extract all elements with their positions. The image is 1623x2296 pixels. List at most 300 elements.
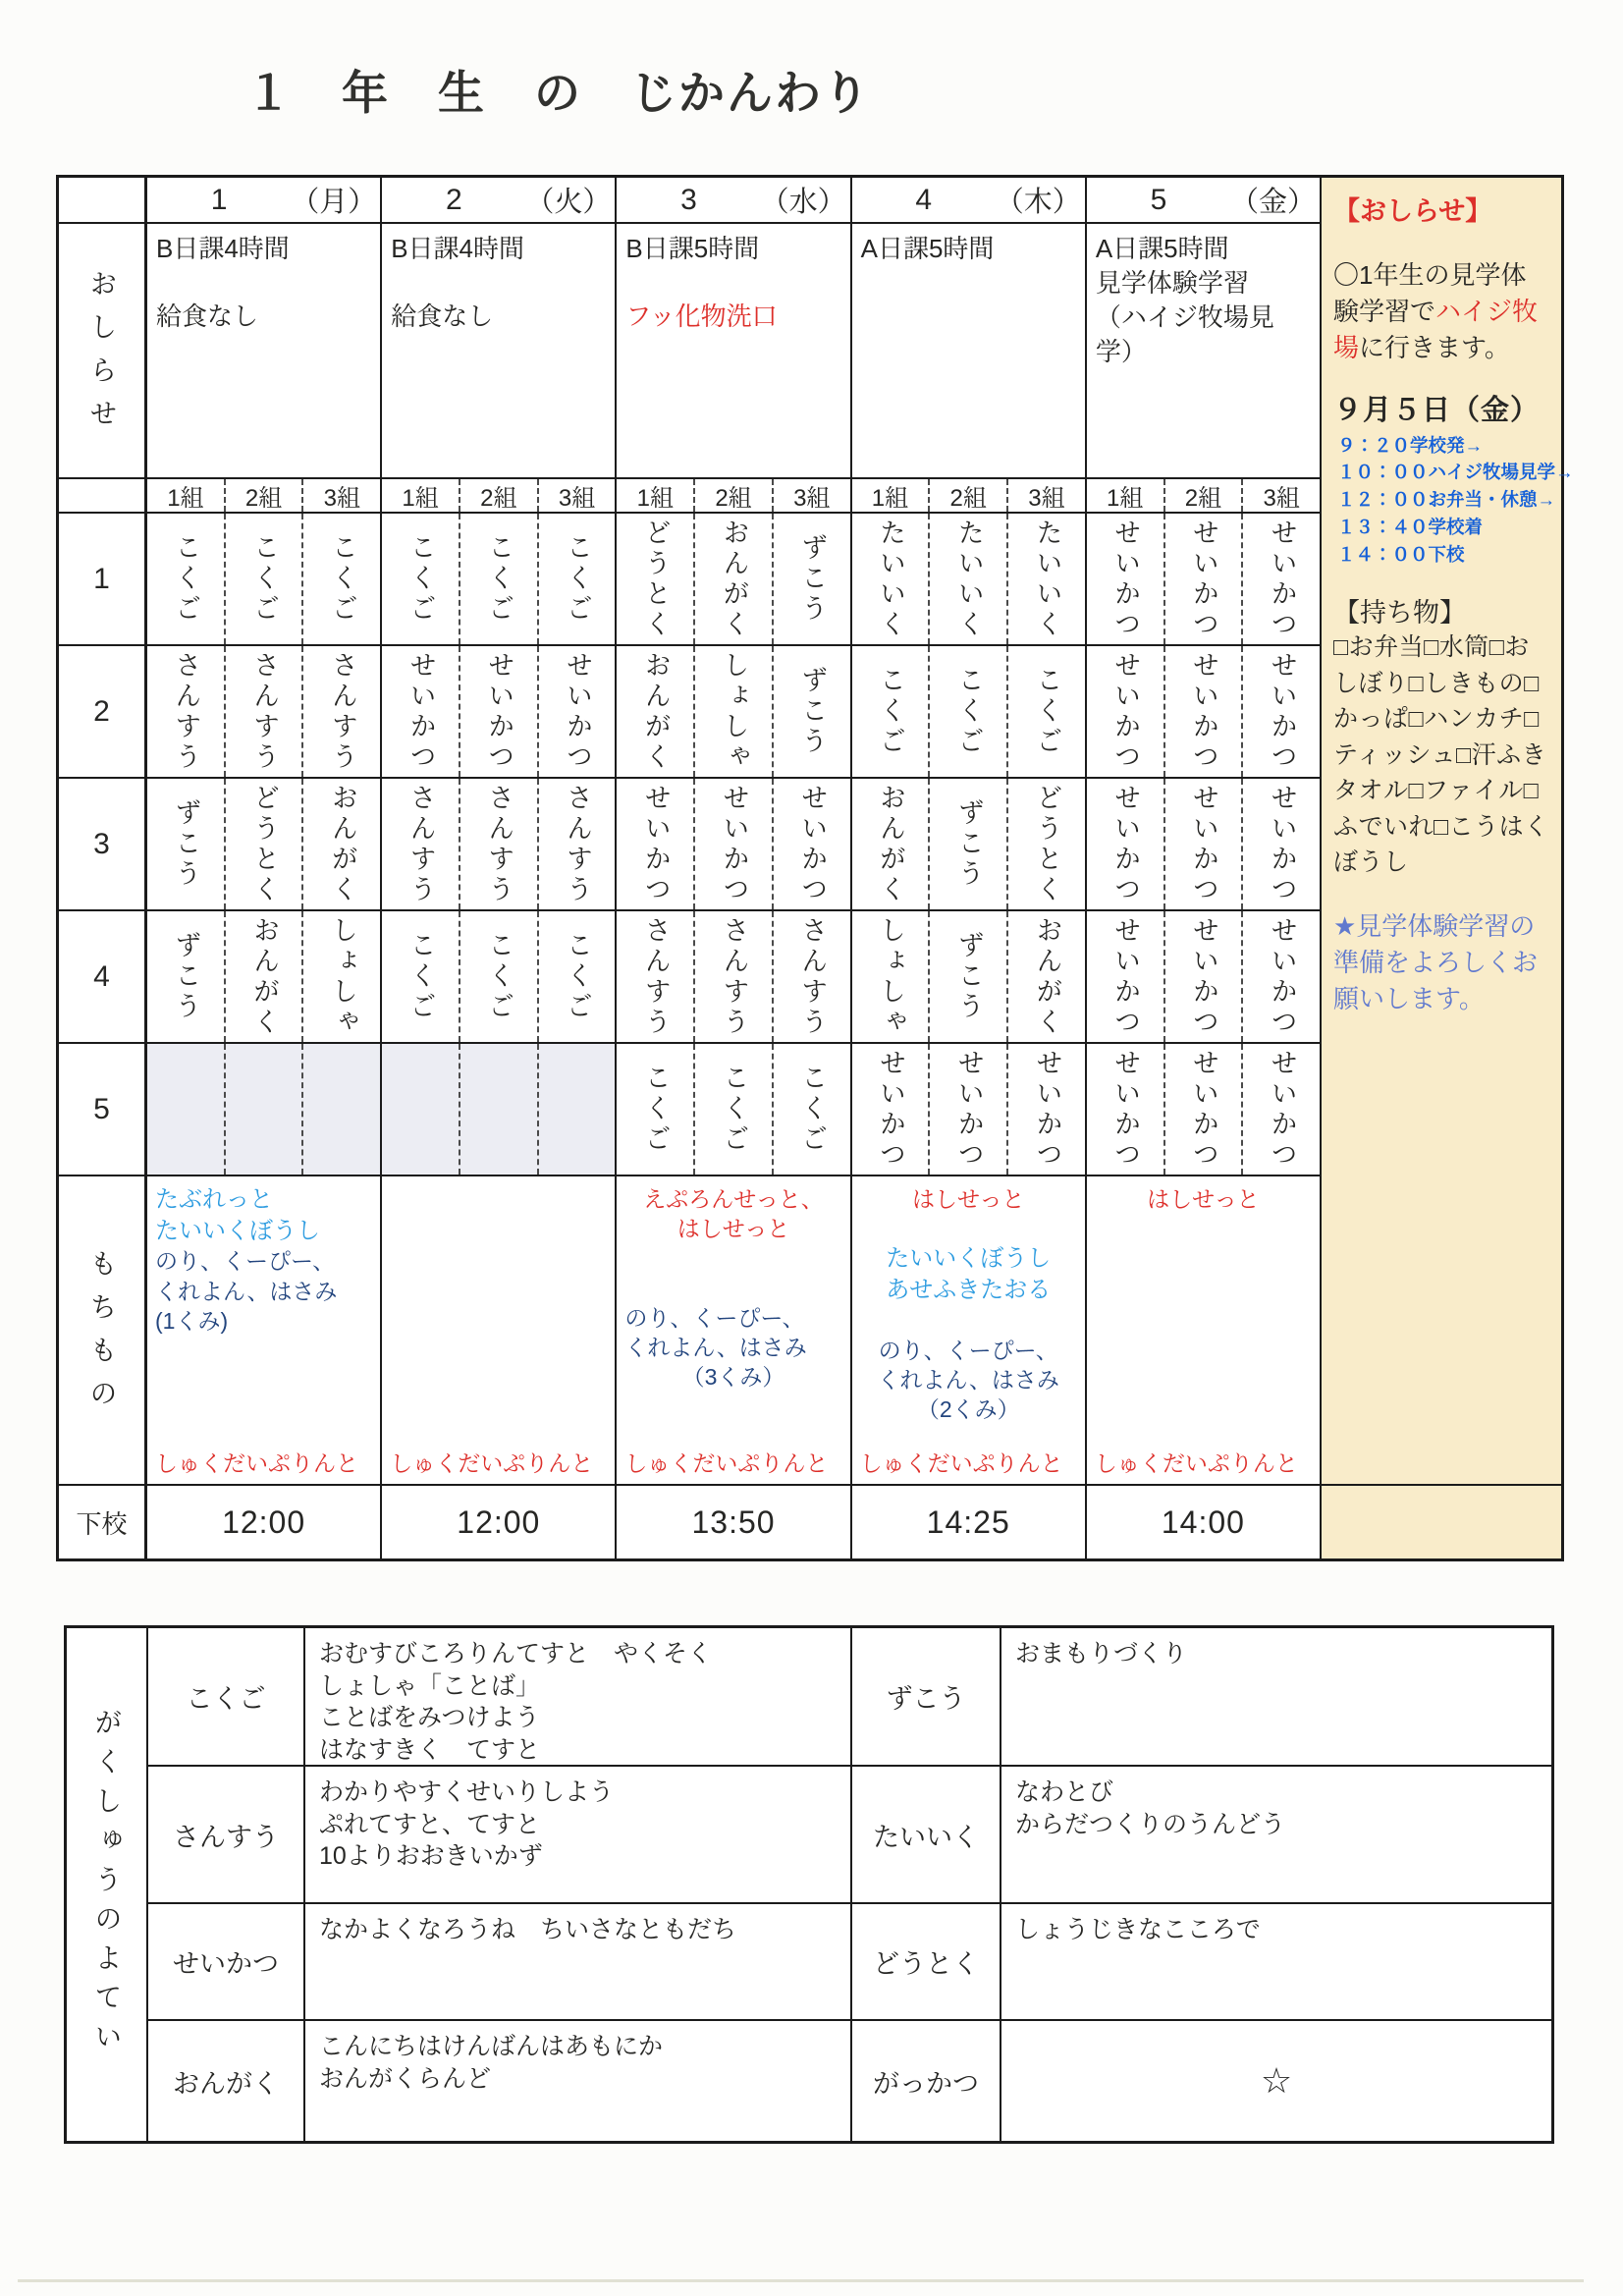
spacer (860, 1306, 1077, 1336)
belongings-line: はしせっと (676, 1216, 790, 1242)
subject-cell (1165, 779, 1244, 909)
class-header: 2組 (226, 479, 304, 512)
subject-name: たいいく (875, 518, 905, 640)
subject-name: さんすう (719, 915, 749, 1038)
subject-cell (147, 779, 226, 909)
subject-cell (539, 779, 616, 909)
period-day-cell (147, 1044, 382, 1175)
subject-name: さんすう (484, 783, 514, 905)
content-line: なかよくなろうね ちいさなともだち (319, 1916, 737, 1943)
belongings-list: □お弁当□水筒□おしぼり□しきもの□かっぱ□ハンカチ□ティッシュ□汗ふきタオル□ファイル□ふでいれ□こうはくぼうし (1333, 633, 1549, 877)
subject-cell (226, 646, 304, 777)
day-weekday: （木） (995, 187, 1081, 218)
period-day-cell (382, 911, 617, 1042)
belongings-cell (617, 1176, 851, 1484)
belongings-line: たいいくぼうし (155, 1217, 320, 1244)
announcement-cell (147, 224, 382, 477)
subject-name: こくご (563, 931, 593, 1022)
class-header: 2組 (695, 479, 774, 512)
subject-name: せいかつ (1188, 783, 1218, 905)
period-day-cell (852, 646, 1087, 777)
subject-cell (147, 514, 226, 644)
subject-cell (382, 1044, 460, 1175)
subject-cell (617, 646, 695, 777)
subject-name: せいかつ (1110, 915, 1141, 1038)
subject-name: せいかつ (1110, 650, 1141, 773)
subject-cell (852, 1044, 931, 1175)
intro-highlight: ハイジ牧場 (1333, 296, 1539, 362)
content-line: おんがくらんど (319, 2064, 492, 2093)
subject-name: さんすう (406, 783, 436, 905)
scan-artifact (18, 2279, 1584, 2282)
period-number: 3 (59, 779, 147, 909)
class-header: 1組 (852, 479, 931, 512)
subject-name: こくご (563, 533, 593, 625)
subject-cell (1008, 1044, 1085, 1175)
subject-cell (539, 911, 616, 1042)
subject-name: ずこう (171, 798, 201, 890)
day-number: 1 (210, 183, 228, 216)
content-line: しょしゃ「ことば」 (319, 1671, 541, 1700)
class-header: 1組 (382, 479, 460, 512)
class-header-group (1087, 479, 1320, 512)
intro-text-2: に行きます。 (1359, 332, 1510, 362)
spacer (624, 1244, 841, 1274)
day-weekday: （月） (291, 187, 377, 218)
period-row (59, 779, 1320, 911)
spacer (860, 1214, 1077, 1243)
subject-name: ずこう (797, 533, 828, 625)
subject-name: せいかつ (1267, 783, 1297, 905)
dismissal-time: 14:00 (1161, 1503, 1245, 1540)
period-row (59, 646, 1320, 779)
belongings-line: くれよん、はさみ (155, 1278, 338, 1304)
subject-cell (930, 779, 1008, 909)
homework-note: しゅくだいぷりんと (624, 1449, 829, 1476)
subject-name: たいいく (1032, 518, 1062, 640)
subject-cell (852, 911, 931, 1042)
period-day-cell (617, 779, 851, 909)
subject-name: どうとく (1032, 783, 1062, 905)
subject-name: こくご (327, 533, 357, 625)
subject-name: さんすう (249, 650, 280, 773)
announcement-cell (1087, 224, 1320, 477)
subject-cell (774, 911, 850, 1042)
study-subject-content (305, 1628, 852, 1765)
homework-note: しゅくだいぷりんと (859, 1449, 1063, 1476)
study-plan-row (148, 2021, 1551, 2141)
subject-name: こくご (484, 533, 514, 625)
content-line: なわとび (1015, 1778, 1114, 1806)
subject-cell (1165, 911, 1244, 1042)
announcement-panel (1320, 178, 1574, 1558)
preparation-note: ★見学体験学習の準備をよろしくお願いします。 (1333, 910, 1539, 1013)
subject-name: せいかつ (640, 783, 671, 905)
subject-cell (1008, 779, 1085, 909)
subject-cell (617, 911, 695, 1042)
subject-name: せいかつ (797, 783, 828, 905)
belongings-line: のり、くーぴー、 (155, 1248, 336, 1275)
homework-note: しゅくだいぷりんと (390, 1449, 594, 1476)
subject-cell (695, 514, 774, 644)
content-line: おまもりづくり (1015, 1640, 1188, 1667)
subject-cell (1243, 1044, 1320, 1175)
subject-cell (1087, 646, 1165, 777)
subject-name: こくご (953, 666, 984, 757)
announcement-panel-content (1322, 178, 1574, 1017)
study-plan-label: がくしゅうのよてい (67, 1628, 148, 2141)
subject-name: せいかつ (484, 650, 514, 773)
class-header: 2組 (930, 479, 1008, 512)
belongings-line: （2くみ） (916, 1396, 1020, 1423)
page-title: １ 年 生 の じかんわり (245, 67, 871, 119)
class-header-spacer (59, 479, 147, 512)
content-line: しょうじきなこころで (1015, 1916, 1261, 1943)
content-line: からだつくりのうんどう (1015, 1810, 1286, 1838)
subject-cell (774, 646, 850, 777)
subject-cell (539, 646, 616, 777)
subject-name: おんがく (249, 915, 280, 1038)
announcement-line: 給食なし (156, 301, 259, 332)
subject-cell (930, 1044, 1008, 1175)
subject-cell (460, 514, 539, 644)
dismissal-time: 12:00 (147, 1486, 382, 1558)
subject-name: せいかつ (1188, 1048, 1218, 1171)
announcement-line: （ハイジ牧場見学） (1095, 302, 1274, 367)
study-subject-content (305, 1767, 852, 1902)
period-day-cell (147, 911, 382, 1042)
belongings-cell (852, 1176, 1087, 1484)
belongings-line: えぷろんせっと、 (643, 1186, 824, 1212)
class-header-row (59, 479, 1320, 514)
period-number: 5 (59, 1044, 147, 1175)
content-line: はなすきく てすと (319, 1735, 541, 1764)
day-number: 2 (445, 183, 462, 216)
subject-cell (1243, 646, 1320, 777)
period-day-cell (382, 646, 617, 777)
period-row (59, 514, 1320, 646)
study-plan-row (148, 1628, 1551, 1767)
study-subject-label: さんすう (148, 1767, 305, 1902)
schedule-line: ９：２０学校発→ (1337, 434, 1484, 456)
subject-cell (1008, 911, 1085, 1042)
period-number: 2 (59, 646, 147, 777)
period-day-cell (147, 779, 382, 909)
subject-name: こくご (875, 666, 905, 757)
announcement-line: 給食なし (391, 301, 494, 332)
subject-cell (1087, 514, 1165, 644)
period-day-cell (147, 514, 382, 644)
subject-cell (147, 646, 226, 777)
subject-name: せいかつ (1267, 650, 1297, 773)
announcement-intro (1333, 257, 1551, 366)
period-day-cell (1087, 779, 1320, 909)
subject-cell (617, 1044, 695, 1175)
subject-cell (1243, 514, 1320, 644)
schedule-line: １３：４０学校着 (1337, 516, 1484, 537)
subject-cell (1008, 514, 1085, 644)
subject-cell (382, 646, 460, 777)
subject-cell (539, 1044, 616, 1175)
day-weekday: （火） (525, 187, 612, 218)
subject-cell (303, 646, 380, 777)
class-header: 3組 (558, 485, 596, 512)
homework-note: しゅくだいぷりんと (1094, 1449, 1298, 1476)
period-day-cell (852, 1044, 1087, 1175)
subject-cell (147, 1044, 226, 1175)
subject-name: せいかつ (1267, 518, 1297, 640)
belongings-line: （3くみ） (681, 1364, 785, 1391)
subject-name: さんすう (797, 915, 828, 1038)
day-header (617, 178, 851, 222)
subject-name: ずこう (953, 798, 984, 890)
subject-cell (303, 514, 380, 644)
subject-name: さんすう (563, 783, 593, 905)
announcements-row (59, 224, 1320, 479)
homework-note: しゅくだいぷりんと (155, 1449, 358, 1476)
subject-cell (303, 911, 380, 1042)
study-subject-content (1001, 1767, 1551, 1902)
subject-cell (1087, 911, 1165, 1042)
subject-name: せいかつ (1032, 1048, 1062, 1171)
class-header: 3組 (323, 485, 361, 512)
subject-cell (695, 646, 774, 777)
class-header: 3組 (793, 485, 831, 512)
belongings-line: のり、くーぴー、 (624, 1304, 805, 1331)
announcement-heading: 【おしらせ】 (1333, 196, 1492, 226)
class-header: 3組 (1028, 485, 1065, 512)
class-header-group (617, 479, 851, 512)
subject-cell (617, 779, 695, 909)
subject-name: おんがく (719, 518, 749, 640)
subject-name: せいかつ (1110, 1048, 1141, 1171)
dismissal-time: 14:25 (852, 1486, 1087, 1558)
subject-cell (303, 1044, 380, 1175)
schedule-line: １０：００ハイジ牧場見学→ (1337, 462, 1574, 483)
belongings-line: のり、くーぴー、 (878, 1337, 1058, 1363)
belongings-line: (1くみ) (155, 1308, 229, 1335)
belongings-line: たぶれっと (155, 1186, 273, 1213)
subject-name: おんがく (640, 650, 671, 773)
subject-cell (1008, 646, 1085, 777)
subject-name: こくご (640, 1064, 671, 1155)
announcement-line: B日課4時間 (156, 234, 290, 263)
subject-name: せいかつ (719, 783, 749, 905)
class-header: 2組 (1165, 479, 1244, 512)
period-day-cell (617, 1044, 851, 1175)
subject-cell (460, 779, 539, 909)
dismissal-time: 13:50 (617, 1486, 851, 1558)
subject-cell (539, 514, 616, 644)
subject-name: おんがく (875, 783, 905, 905)
corner-cell (59, 178, 147, 222)
subject-name: せいかつ (1267, 1048, 1297, 1171)
subject-cell (303, 779, 380, 909)
subject-name: こくご (406, 931, 436, 1022)
subject-cell (852, 646, 931, 777)
study-subject-label: ずこう (852, 1628, 1001, 1765)
subject-cell (382, 911, 460, 1042)
subject-cell (226, 514, 304, 644)
announcement-line: A日課5時間 (1095, 234, 1229, 263)
belongings-line: くれよん、はさみ (877, 1367, 1059, 1394)
subject-name: さんすう (640, 915, 671, 1038)
announcement-cell (617, 224, 851, 477)
subject-cell (774, 1044, 850, 1175)
announcement-line: フッ化物洗口 (625, 301, 778, 332)
day-header (852, 178, 1087, 222)
subject-cell (1165, 1044, 1244, 1175)
timetable (56, 175, 1574, 1561)
class-header: 1組 (617, 479, 695, 512)
subject-name: せいかつ (1267, 915, 1297, 1038)
period-day-cell (617, 911, 851, 1042)
study-subject-content (1001, 1628, 1551, 1765)
subject-name: しょしゃ (327, 915, 357, 1038)
subject-name: しょしゃ (875, 915, 905, 1038)
announcement-line: B日課5時間 (625, 234, 760, 263)
subject-name: せいかつ (1188, 915, 1218, 1038)
period-day-cell (852, 514, 1087, 644)
period-day-cell (1087, 514, 1320, 644)
study-plan-row (148, 1904, 1551, 2021)
subject-cell (226, 779, 304, 909)
trip-schedule (1333, 432, 1574, 569)
subject-cell (1165, 514, 1244, 644)
subject-name: こくご (171, 533, 201, 625)
belongings-cell (382, 1176, 617, 1484)
period-day-cell (1087, 1044, 1320, 1175)
class-header: 2組 (460, 479, 539, 512)
panel-divider (1322, 1484, 1561, 1486)
period-day-cell (852, 779, 1087, 909)
period-day-cell (147, 646, 382, 777)
subject-name: ずこう (797, 666, 828, 757)
subject-cell (695, 911, 774, 1042)
study-subject-label: たいいく (852, 1767, 1001, 1902)
announcement-cell (382, 224, 617, 477)
content-line: わかりやすくせいりしよう (319, 1778, 615, 1806)
belongings-line: はしせっと (1147, 1186, 1260, 1212)
subject-cell (774, 514, 850, 644)
period-number: 4 (59, 911, 147, 1042)
subject-name: せいかつ (953, 1048, 984, 1171)
day-header-row (59, 178, 1320, 224)
timetable-grid (59, 178, 1320, 1558)
period-day-cell (382, 1044, 617, 1175)
day-number: 3 (680, 183, 697, 216)
subject-cell (382, 779, 460, 909)
subject-name: せいかつ (1110, 518, 1141, 640)
day-header (1087, 178, 1320, 222)
subject-cell (930, 911, 1008, 1042)
class-header: 1組 (147, 479, 226, 512)
belongings-line: たいいくぼうし (886, 1245, 1052, 1273)
day-number: 5 (1150, 183, 1167, 216)
subject-cell (930, 514, 1008, 644)
period-day-cell (382, 779, 617, 909)
subject-name: せいかつ (563, 650, 593, 773)
study-subject-content (1001, 2021, 1551, 2141)
belongings-row-label: もちもの (59, 1176, 147, 1484)
schedule-line: １２：００お弁当・休憩→ (1337, 489, 1556, 511)
subject-cell (1165, 646, 1244, 777)
study-subject-label: こくご (148, 1628, 305, 1765)
subject-cell (1243, 779, 1320, 909)
class-header: 3組 (1263, 485, 1300, 512)
subject-name: しょしゃ (719, 650, 749, 773)
content-line: ☆ (1260, 2059, 1293, 2101)
class-header: 1組 (1087, 479, 1165, 512)
period-number: 1 (59, 514, 147, 644)
period-day-cell (1087, 911, 1320, 1042)
subject-name: ずこう (171, 931, 201, 1022)
study-subject-label: おんがく (148, 2021, 305, 2141)
day-weekday: （水） (760, 187, 846, 218)
dismissal-row-label: 下校 (59, 1486, 147, 1558)
subject-name: せいかつ (406, 650, 436, 773)
content-line: ぷれてすと、てすと (319, 1810, 541, 1838)
subject-cell (695, 1044, 774, 1175)
subject-name: こくご (797, 1064, 828, 1155)
day-header (382, 178, 617, 222)
subject-name: せいかつ (1110, 783, 1141, 905)
subject-cell (774, 779, 850, 909)
subject-cell (460, 646, 539, 777)
subject-name: どうとく (249, 783, 280, 905)
study-subject-content (305, 1904, 852, 2019)
subject-name: こくご (249, 533, 280, 625)
dismissal-time: 12:00 (382, 1486, 617, 1558)
subject-name: おんがく (327, 783, 357, 905)
subject-name: せいかつ (1188, 518, 1218, 640)
announcement-line: 見学体験学習 (1095, 268, 1249, 299)
subject-name: せいかつ (1188, 650, 1218, 773)
belongings-line: あせふきたおる (886, 1277, 1052, 1304)
subject-cell (617, 514, 695, 644)
subject-name: せいかつ (875, 1048, 905, 1171)
period-day-cell (617, 514, 851, 644)
schedule-line: １４：００下校 (1337, 543, 1465, 565)
spacer (624, 1274, 841, 1303)
subject-name: こくご (406, 533, 436, 625)
content-line: おむすびころりんてすと やくそく (319, 1640, 713, 1667)
belongings-heading: 【持ち物】 (1333, 598, 1466, 629)
subject-cell (226, 911, 304, 1042)
study-plan-table (64, 1625, 1554, 2144)
subject-name: さんすう (171, 650, 201, 773)
class-header-group (147, 479, 382, 512)
trip-date: ９月５日（金） (1333, 394, 1541, 426)
day-weekday: （金） (1230, 187, 1317, 218)
study-plan-rows (148, 1628, 1551, 2141)
subject-name: どうとく (640, 518, 671, 640)
dismissal-row (59, 1486, 1320, 1558)
study-subject-label: がっかつ (852, 2021, 1001, 2141)
subject-name: こくご (719, 1064, 749, 1155)
subject-cell (852, 779, 931, 909)
subject-name: こくご (1032, 666, 1062, 757)
subject-name: おんがく (1032, 915, 1062, 1038)
subject-cell (226, 1044, 304, 1175)
subject-name: たいいく (953, 518, 984, 640)
content-line: ことばをみつけよう (319, 1704, 540, 1731)
period-day-cell (852, 911, 1087, 1042)
study-subject-label: せいかつ (148, 1904, 305, 2019)
subject-cell (147, 911, 226, 1042)
study-subject-label: どうとく (852, 1904, 1001, 2019)
subject-cell (1243, 911, 1320, 1042)
